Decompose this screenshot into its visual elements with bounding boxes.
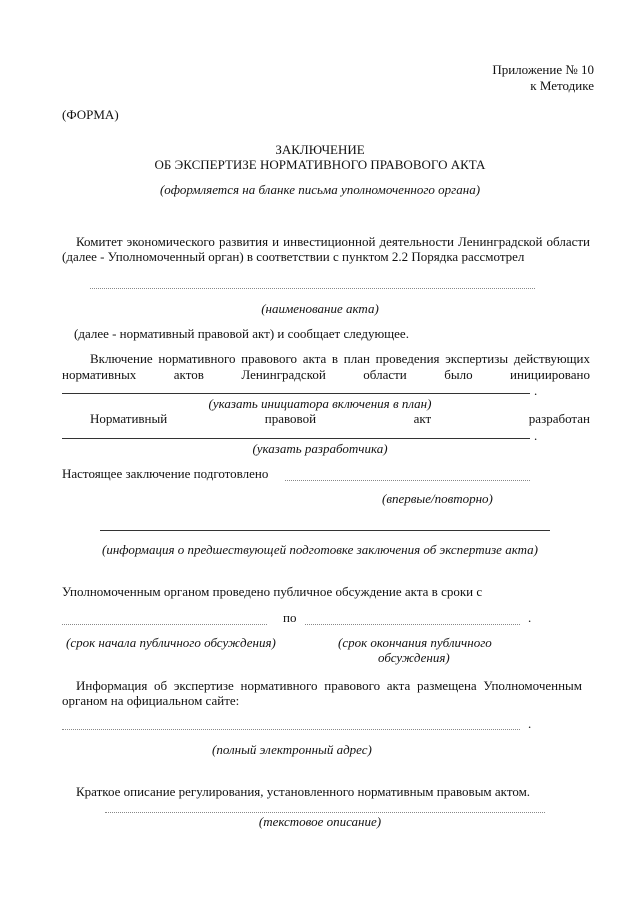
- discussion-end-field[interactable]: [305, 624, 520, 625]
- website-period: .: [528, 716, 532, 731]
- website-line-1: Информация об экспертизе нормативного правового акта размещена Уполномоченным: [76, 678, 582, 693]
- discussion-by-label: по: [283, 610, 297, 625]
- developer-line: Нормативный правовой акт разработан: [90, 411, 590, 426]
- inclusion-line-1: Включение нормативного правового акта в план проведения экспертизы действующих: [90, 351, 590, 366]
- document-subtitle: ОБ ЭКСПЕРТИЗЕ НОРМАТИВНОГО ПРАВОВОГО АКТА: [154, 157, 486, 172]
- developer-field[interactable]: [62, 438, 530, 439]
- regulation-description-field[interactable]: [105, 812, 545, 813]
- form-label: (ФОРМА): [62, 107, 119, 122]
- discussion-period: .: [528, 610, 532, 625]
- inclusion-line-2: нормативных актов Ленинградской области было инициировано: [62, 367, 590, 382]
- discussion-start-caption: (срок начала публичного обсуждения): [66, 635, 276, 650]
- initiator-period: .: [534, 383, 538, 398]
- appendix-reference: к Методике: [530, 78, 594, 93]
- prepared-caption: (впервые/повторно): [382, 491, 493, 506]
- discussion-end-caption-1: (срок окончания публичного: [338, 635, 492, 650]
- discussion-start-field[interactable]: [62, 624, 267, 625]
- website-address-field[interactable]: [62, 729, 520, 730]
- prior-info-caption: (информация о предшествующей подготовке заключения об экспертизе акта): [101, 542, 538, 557]
- act-name-caption: (наименование акта): [261, 301, 379, 316]
- public-discussion-text: Уполномоченным органом проведено публичное обсуждение акта в сроки с: [62, 584, 483, 599]
- appendix-number: Приложение № 10: [492, 62, 594, 77]
- developer-caption: (указать разработчика): [252, 441, 388, 456]
- title-note: (оформляется на бланке письма уполномоченного органа): [159, 182, 481, 197]
- prepared-label: Настоящее заключение подготовлено: [62, 466, 269, 481]
- prior-info-field[interactable]: [100, 530, 550, 531]
- website-caption: (полный электронный адрес): [212, 742, 372, 757]
- regulation-caption: (текстовое описание): [258, 814, 382, 829]
- after-act-text: (далее - нормативный правовой акт) и сообщает следующее.: [74, 326, 409, 341]
- discussion-end-caption-2: обсуждения): [378, 650, 450, 665]
- intro-line-2: (далее - Уполномоченный орган) в соответствии с пунктом 2.2 Порядка рассмотрел: [62, 249, 525, 264]
- regulation-text: Краткое описание регулирования, установленного нормативным правовым актом.: [76, 784, 531, 799]
- website-line-2: органом на официальном сайте:: [62, 693, 240, 708]
- intro-line-1: Комитет экономического развития и инвестиционной деятельности Ленинградской области: [76, 234, 590, 249]
- prepared-field[interactable]: [285, 480, 530, 481]
- document-title: ЗАКЛЮЧЕНИЕ: [275, 142, 365, 157]
- initiator-field[interactable]: [62, 393, 530, 394]
- act-name-field[interactable]: [90, 288, 535, 289]
- initiator-caption: (указать инициатора включения в план): [208, 396, 432, 411]
- developer-period: .: [534, 428, 538, 443]
